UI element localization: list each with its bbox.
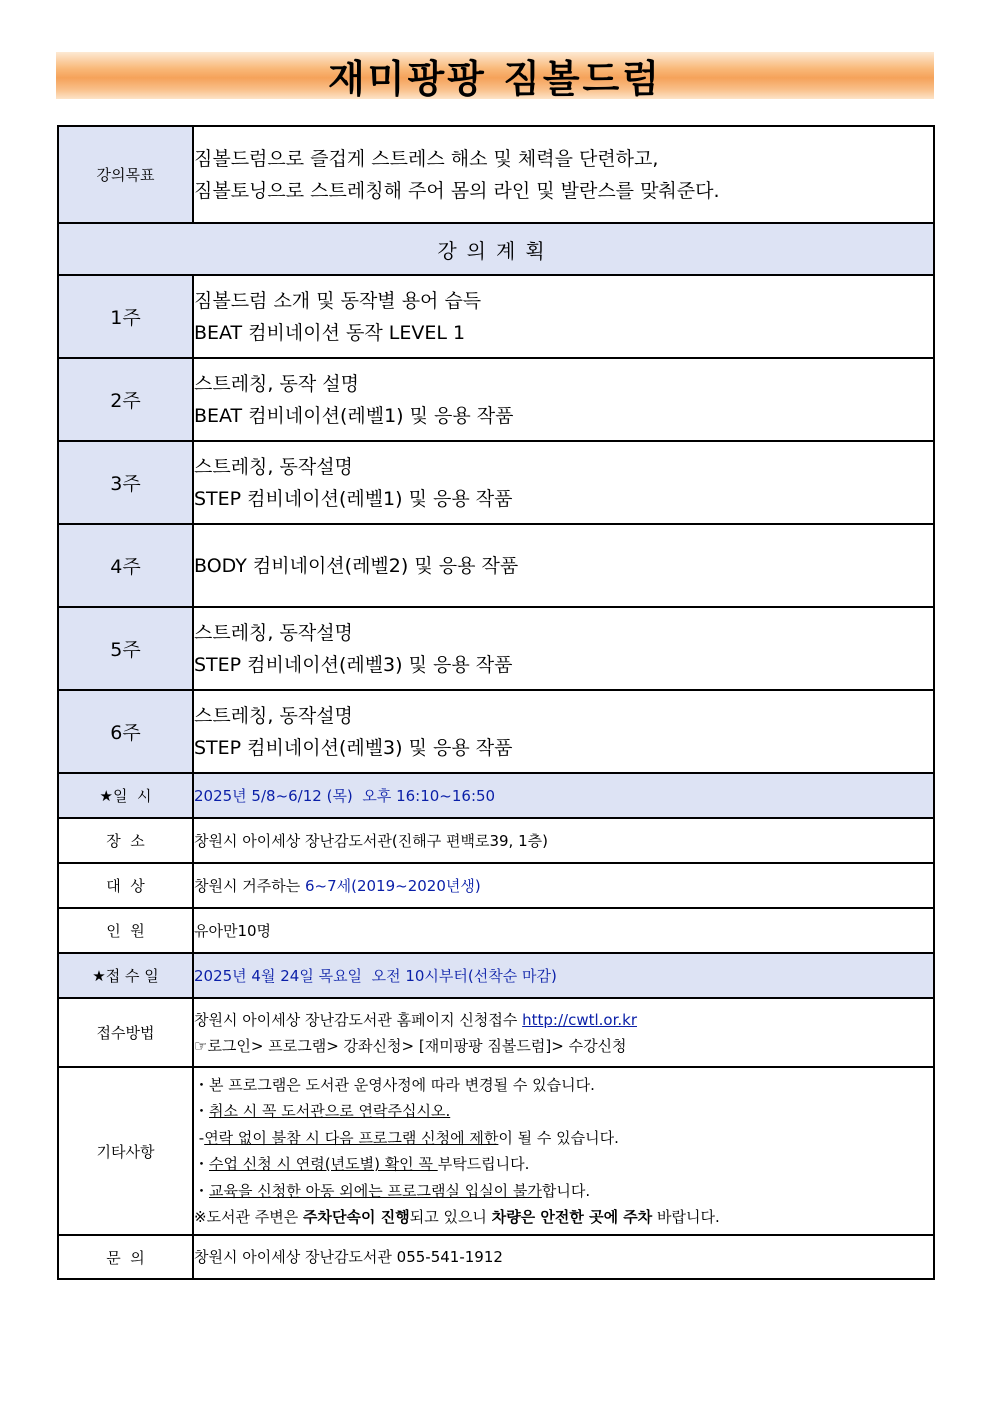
goal-content	[193, 126, 934, 223]
week-label-4: 4주	[58, 524, 193, 607]
week-content-4	[193, 524, 934, 607]
goal-label: 강의목표	[58, 126, 193, 223]
week-3-line-2: STEP 컴비네이션(레벨1) 및 응용 작품	[194, 487, 513, 510]
notes-line-2	[194, 1098, 933, 1125]
goal-row	[58, 126, 934, 223]
notes-row	[58, 1067, 934, 1235]
target-label: 대 상	[58, 863, 193, 908]
week-row-2	[58, 358, 934, 441]
week-row-1	[58, 275, 934, 358]
title-banner	[56, 52, 934, 99]
capacity-value: 유아만10명	[193, 908, 934, 953]
registration-date-row	[58, 953, 934, 998]
notes-line-6-d: 차량은 안전한 곳에 주차	[491, 1208, 653, 1226]
schedule-row	[58, 773, 934, 818]
notes-label: 기타사항	[58, 1067, 193, 1235]
week-label-3: 3주	[58, 441, 193, 524]
week-3-line-1: 스트레칭, 동작설명	[194, 455, 353, 478]
week-content-5	[193, 607, 934, 690]
place-label: 장 소	[58, 818, 193, 863]
goal-line-1: 짐볼드럼으로 즐겁게 스트레스 해소 및 체력을 단련하고,	[194, 147, 659, 170]
notes-line-4	[194, 1151, 933, 1178]
week-row-5	[58, 607, 934, 690]
plan-header: 강의계획	[58, 223, 934, 275]
method-row	[58, 998, 934, 1067]
place-value: 창원시 아이세상 장난감도서관(진해구 편백로39, 1층)	[193, 818, 934, 863]
week-2-line-1: 스트레칭, 동작 설명	[194, 372, 359, 395]
week-1-line-1: 짐볼드럼 소개 및 동작별 용어 습득	[194, 289, 482, 312]
goal-line-2: 짐볼토닝으로 스트레칭해 주어 몸의 라인 및 발란스를 맞춰준다.	[194, 179, 720, 202]
notes-line-6-b: 주차단속이 진행	[303, 1208, 410, 1226]
week-label-2: 2주	[58, 358, 193, 441]
week-6-line-1: 스트레칭, 동작설명	[194, 704, 353, 727]
notes-line-1: ・본 프로그램은 도서관 운영사정에 따라 변경될 수 있습니다.	[194, 1075, 595, 1094]
registration-date-label: ★접 수 일	[58, 953, 193, 998]
week-label-5: 5주	[58, 607, 193, 690]
program-info-table	[57, 125, 935, 1280]
notes-line-2-text: 취소 시 꼭 도서관으로 연락주십시오.	[209, 1102, 451, 1120]
target-value	[193, 863, 934, 908]
week-content-3	[193, 441, 934, 524]
notes-line-5	[194, 1178, 933, 1205]
week-content-6	[193, 690, 934, 773]
notes-line-6-c: 되고 있으니	[409, 1208, 492, 1226]
week-1-line-2: BEAT 컴비네이션 동작 LEVEL 1	[194, 321, 466, 344]
week-row-4	[58, 524, 934, 607]
place-row	[58, 818, 934, 863]
notes-line-3-pre: -	[194, 1128, 205, 1147]
capacity-label: 인 원	[58, 908, 193, 953]
week-row-3	[58, 441, 934, 524]
week-label-6: 6주	[58, 690, 193, 773]
week-5-line-2: STEP 컴비네이션(레벨3) 및 응용 작품	[194, 653, 513, 676]
method-value	[193, 998, 934, 1067]
notes-line-4-text: 수업 신청 시 연령(년도별) 확인 꼭	[209, 1155, 438, 1173]
schedule-label: ★일 시	[58, 773, 193, 818]
schedule-value	[193, 773, 934, 818]
week-label-1: 1주	[58, 275, 193, 358]
notes-line-5-post: 합니다.	[541, 1181, 591, 1200]
page-title: 재미팡팡 짐볼드럼	[328, 57, 662, 101]
schedule-text: 2025년 5/8~6/12 (목) 오후 16:10~16:50	[194, 786, 496, 805]
week-4-line-1: BODY 컴비네이션(레벨2) 및 응용 작품	[194, 554, 519, 577]
contact-label: 문 의	[58, 1235, 193, 1279]
week-2-line-2: BEAT 컴비네이션(레벨1) 및 응용 작품	[194, 404, 514, 427]
notes-line-6-a: ※도서관 주변은	[194, 1208, 304, 1226]
week-content-2	[193, 358, 934, 441]
method-line-1-text: 창원시 아이세상 장난감도서관 홈페이지 신청접수	[194, 1010, 523, 1029]
registration-date-text: 2025년 4월 24일 목요일 오전 10시부터(선착순 마감)	[194, 966, 557, 985]
method-line-1	[194, 1007, 933, 1033]
target-row	[58, 863, 934, 908]
week-6-line-2: STEP 컴비네이션(레벨3) 및 응용 작품	[194, 736, 513, 759]
notes-line-3-post: 이 될 수 있습니다.	[498, 1128, 619, 1147]
notes-line-5-text: 교육을 신청한 아동 외에는 프로그램실 입실이 불가	[209, 1181, 542, 1200]
registration-date-value	[193, 953, 934, 998]
notes-line-3-text: 연락 없이 불참 시 다음 프로그램 신청에 제한	[204, 1128, 499, 1147]
week-5-line-1: 스트레칭, 동작설명	[194, 621, 353, 644]
notes-value	[193, 1067, 934, 1235]
notes-line-6-e: 바랍니다.	[652, 1208, 720, 1226]
notes-line-4-bullet: ・	[194, 1155, 210, 1173]
week-row-6	[58, 690, 934, 773]
capacity-row	[58, 908, 934, 953]
method-line-2: ☞로그인> 프로그램> 강좌신청> [재미팡팡 짐볼드럼]> 수강신청	[194, 1036, 627, 1055]
target-age-range: 6~7세(2019~2020년생)	[304, 876, 481, 895]
target-prefix: 창원시 거주하는	[194, 876, 305, 895]
notes-line-4-post: 부탁드립니다.	[437, 1155, 530, 1173]
week-content-1	[193, 275, 934, 358]
notes-line-6	[194, 1204, 933, 1231]
notes-line-2-bullet: ・	[194, 1102, 210, 1120]
contact-value: 창원시 아이세상 장난감도서관 055-541-1912	[193, 1235, 934, 1279]
contact-row	[58, 1235, 934, 1279]
plan-header-row	[58, 223, 934, 275]
method-label: 접수방법	[58, 998, 193, 1067]
notes-line-3	[194, 1125, 933, 1152]
notes-line-5-bullet: ・	[194, 1181, 210, 1200]
homepage-link[interactable]: http://cwtl.or.kr	[522, 1010, 638, 1029]
